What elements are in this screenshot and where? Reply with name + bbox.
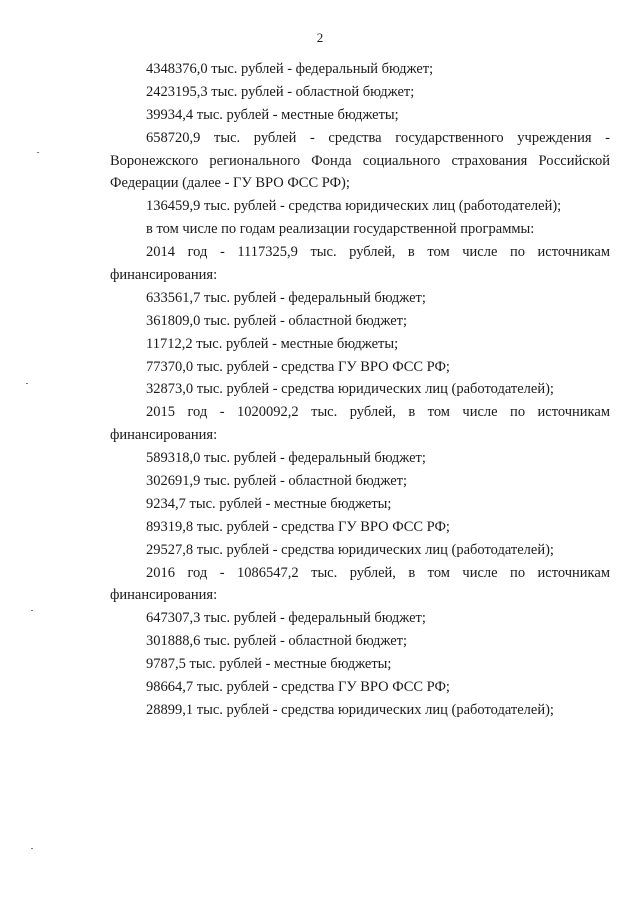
text-line: 302691,9 тыс. рублей - областной бюджет; <box>146 473 407 490</box>
text-line: 29527,8 тыс. рублей - средства юридических лиц (работодателей); <box>146 541 554 558</box>
text-line: 2015 год - 1020092,2 тыс. рублей, в том числе по источникам <box>146 404 610 421</box>
text-line: 589318,0 тыс. рублей - федеральный бюджет; <box>146 450 426 467</box>
page-number: 2 <box>316 30 324 45</box>
text-line: 647307,3 тыс. рублей - федеральный бюджет; <box>146 610 426 627</box>
text-line: 9234,7 тыс. рублей - местные бюджеты; <box>146 495 392 512</box>
text-line: финансирования: <box>110 587 218 604</box>
text-line: 32873,0 тыс. рублей - средства юридических лиц (работодателей); <box>146 381 554 398</box>
text-line: 4348376,0 тыс. рублей - федеральный бюджет; <box>146 61 434 77</box>
scan-speck <box>37 152 39 153</box>
text-line: финансирования: <box>110 267 218 284</box>
scan-speck <box>31 610 33 611</box>
text-line: 633561,7 тыс. рублей - федеральный бюджет; <box>146 289 426 306</box>
document-body <box>110 58 610 722</box>
text-line: 9787,5 тыс. рублей - местные бюджеты; <box>146 656 392 673</box>
text-line: 301888,6 тыс. рублей - областной бюджет; <box>146 633 407 650</box>
scan-speck <box>26 383 28 384</box>
text-line: 658720,9 тыс. рублей - средства государственного учреждения - <box>146 129 610 146</box>
text-line: 2423195,3 тыс. рублей - областной бюджет; <box>146 83 415 100</box>
text-line: 2014 год - 1117325,9 тыс. рублей, в том числе по источникам <box>146 244 610 261</box>
text-line: 39934,4 тыс. рублей - местные бюджеты; <box>146 106 399 123</box>
text-line: 98664,7 тыс. рублей - средства ГУ ВРО ФСС РФ; <box>146 679 450 696</box>
text-line: 89319,8 тыс. рублей - средства ГУ ВРО ФСС РФ; <box>146 518 450 535</box>
text-line: 28899,1 тыс. рублей - средства юридических лиц (работодателей); <box>146 701 554 718</box>
text-line: 361809,0 тыс. рублей - областной бюджет; <box>146 312 407 329</box>
text-line: Федерации (далее - ГУ ВРО ФСС РФ); <box>110 175 350 192</box>
text-line: 136459,9 тыс. рублей - средства юридических лиц (работодателей); <box>146 198 562 215</box>
text-line: 77370,0 тыс. рублей - средства ГУ ВРО ФСС РФ; <box>146 358 450 375</box>
text-line: 2016 год - 1086547,2 тыс. рублей, в том числе по источникам <box>146 564 610 581</box>
text-line: в том числе по годам реализации государственной программы: <box>146 221 535 238</box>
text-line: Воронежского регионального Фонда социального страхования Российской <box>110 152 610 169</box>
scan-speck <box>31 848 33 849</box>
text-line: финансирования: <box>110 427 218 444</box>
text-line: 11712,2 тыс. рублей - местные бюджеты; <box>146 335 399 352</box>
